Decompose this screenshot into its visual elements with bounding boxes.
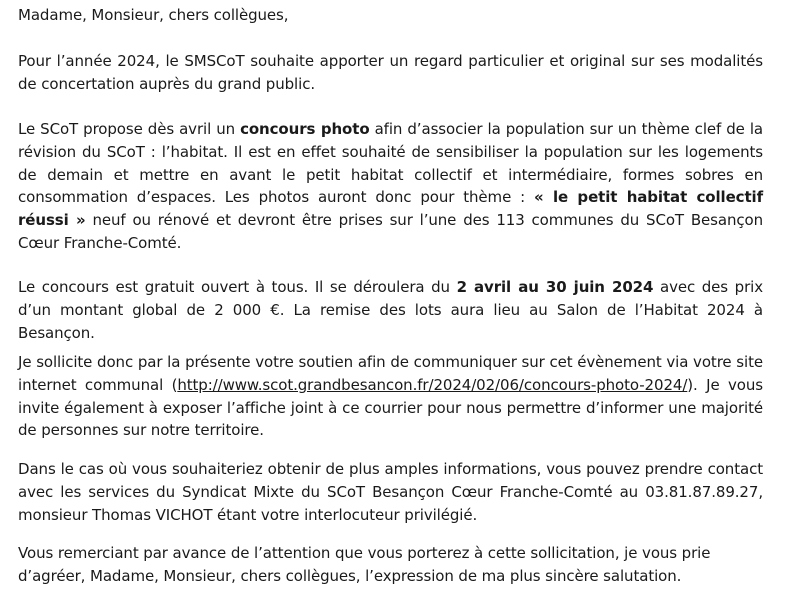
text: avec des prix d’un montant global de 2 000 €. La remise des lots aura lieu au Salon de l’Habitat 2024 à Besançon. <box>18 278 763 342</box>
paragraph-contest-dates <box>18 276 763 344</box>
paragraph-contact: Dans le cas où vous souhaiteriez obtenir de plus amples informations, vous pouvez prendre contact avec les services du Syndicat Mixte du SCoT Besançon Cœur Franche-Comté au 03.81.87.89.27, monsieur Thomas VICHOT étant votre interlocuteur privilégié. <box>18 460 763 524</box>
paragraph-intro: Pour l’année 2024, le SMSCoT souhaite apporter un regard particulier et original sur ses modalités de concertation auprès du grand public. <box>18 52 763 93</box>
text: ). Je vous invite également à exposer l’affiche joint à ce courrier pour nous permettre d’informer une majorité de personnes sur notre territoire. <box>18 375 763 440</box>
text: neuf ou rénové et devront être prises sur l’une des 113 communes du SCoT Besançon Cœur Franche-Comté. <box>18 211 763 252</box>
bold-dates: 2 avril au 30 juin 2024 <box>456 278 654 296</box>
contest-url-link[interactable]: http://www.scot.grandbesancon.fr/2024/02/06/concours-photo-2024/ <box>177 375 688 394</box>
text: afin d’associer la population sur un thème clef de la révision du SCoT : l’habitat. Il est en effet souhaité de sensibiliser la population sur les logements de demain et mettre en avant le petit habitat collectif et intermédiaire, formes sobres en consommation d’espaces. Les photos auront donc pour thème : <box>18 120 764 207</box>
text: Je sollicite donc par la présente votre soutien afin de communiquer sur cet évènement via votre site internet communal ( <box>18 353 763 394</box>
paragraph-closing: Vous remerciant par avance de l’attention que vous porterez à cette sollicitation, je vous prie d’agréer, Madame, Monsieur, chers collègues, l’expression de ma plus sincère salutation. <box>18 544 711 585</box>
text: Le SCoT propose dès avril un <box>18 120 241 138</box>
text: Le concours est gratuit ouvert à tous. Il se déroulera du <box>18 278 457 296</box>
paragraph-contest-description <box>18 118 763 255</box>
bold-contest-photo: concours photo <box>240 120 370 138</box>
paragraph-request <box>18 351 763 442</box>
bold-theme: « le petit habitat collectif réussi » <box>18 188 763 230</box>
salutation: Madame, Monsieur, chers collègues, <box>18 6 289 24</box>
